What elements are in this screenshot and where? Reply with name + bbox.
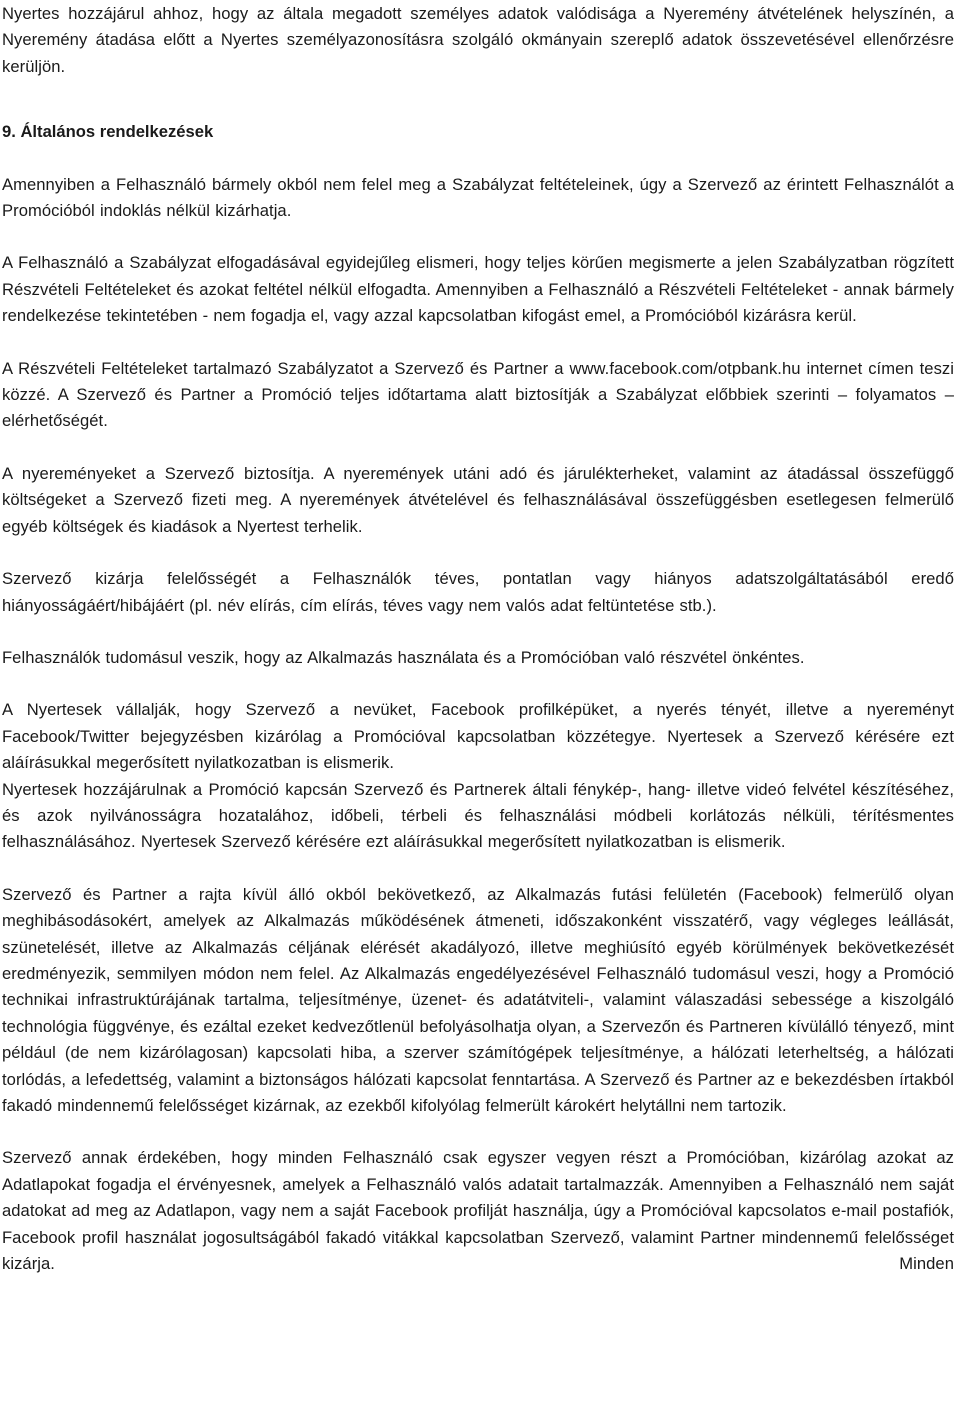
paragraph-exclusion: Amennyiben a Felhasználó bármely okból nem felel meg a Szabályzat feltételeinek, úgy a Szervező az érintett Felhasználót a Promócióból indoklás nélkül kizárhatja.: [2, 174, 954, 221]
paragraph-publication: A Részvételi Feltételeket tartalmazó Szabályzatot a Szervező és Partner a www.facebook.com/otpbank.hu internet címen teszi közzé. A Szervező és Partner a Promóció teljes időtartama alatt biztosítják a Szabályzat előbbiek szerinti – folyamatos – elérhetőségét.: [2, 358, 954, 431]
paragraph-technical-liability: Szervező és Partner a rajta kívül álló okból bekövetkező, az Alkalmazás futási felületén (Facebook) felmerülő olyan meghibásodásokért, amelyek az Alkalmazás működésének átmeneti, időszakonként visszatérő, vagy végleges leállását, szünetelését, illetve az Alkalmazás céljának elérését akadályozó, illetve meghiúsító egyéb körülmények bekövetkezését eredményezik, semmilyen módon nem felel. Az Alkalmazás engedélyezésével Felhasználó tudomásul veszi, hogy a Promóció technikai infrastruktúrájának tartalma, teljesítménye, üzenet- és adatátviteli-, valamint válaszadási sebessége a kiszolgáló technológia függvénye, és ezáltal ezeket kedvezőtlenül befolyásolhatja olyan, a Szervezőn és Partneren kívülálló tényező, mint például (de nem kizárólagosan) kapcsolati hiba, a szerver számítógépek teljesítménye, a hálózati leterheltség, a hálózati torlódás, a lefedettség, valamint a biztonságos hálózati kapcsolat fenntartása. A Szervező és Partner az e bekezdésben írtakból fakadó mindennemű felelősséget kizárnak, az ezekből kifolyólag felmerült károkért helytállni nem tartozik.: [2, 884, 954, 1115]
paragraph-identity-check: Nyertes hozzájárul ahhoz, hogy az általa megadott személyes adatok valódisága a Nyeremény átvételének helyszínén, a Nyeremény átadása előtt a Nyertes személyazonosításra szolgáló okmányain szereplő adatok összevetésével ellenőrzésre kerüljön.: [2, 4, 954, 76]
spacer: [2, 330, 954, 356]
spacer: [2, 146, 954, 172]
spacer: [2, 856, 954, 882]
spacer: [2, 540, 954, 566]
paragraph-voluntary: Felhasználók tudomásul veszik, hogy az Alkalmazás használata és a Promócióban való részvétel önkéntes.: [2, 647, 805, 667]
paragraph-liability-data: Szervező kizárja felelősségét a Felhasználók téves, pontatlan vagy hiányos adatszolgáltatásából eredő hiányosságáért/hibájáért (pl. név elírás, cím elírás, téves vagy nem valós adat feltüntetése stb.).: [2, 569, 954, 615]
spacer: [2, 671, 954, 697]
paragraph-winners-publicity: A Nyertesek vállalják, hogy Szervező a nevüket, Facebook profilképüket, a nyerés tényét, illetve a nyereményt Facebook/Twitter bejegyzésben kizárólag a Promócióval kapcsolatban közzétegye. Nyertesek a Szervező kérésére ezt aláírásukkal megerősített nyilatkozatban is elismerik.: [2, 700, 954, 773]
paragraph-single-participation: Szervező annak érdekében, hogy minden Felhasználó csak egyszer vegyen részt a Promócióban, kizárólag azokat az Adatlapokat fogadja el érvényesnek, amelyek a Felhasználó valós adatait tartalmazzák. Amennyiben a Felhasználó nem saját adatokat ad meg az Adatlapon, vagy nem a saját Facebook profilját használja, úgy a Promócióval kapcsolatos e-mail postafiók, Facebook profil használat jogosultságából fakadó vitákkal kapcsolatban Szervező, valamint Partner mindennemű felelősséget kizárja. Minden: [2, 1148, 954, 1274]
paragraph-acceptance: A Felhasználó a Szabályzat elfogadásával egyidejűleg elismeri, hogy teljes körűen megismerte a jelen Szabályzatban rögzített Részvételi Feltételeket és azokat feltétel nélkül elfogadta. Amennyiben a Felhasználó a Részvételi Feltételeket - annak bármely rendelkezése tekintetében - nem fogadja el, vagy azzal kapcsolatban kifogást emel, a Promócióból kizárásra kerül.: [2, 253, 954, 326]
spacer: [2, 224, 954, 250]
paragraph-prizes: A nyereményeket a Szervező biztosítja. A nyeremények utáni adó és járulékterheket, valamint az átadással összefüggő költségeket a Szervező fizeti meg. A nyeremények átvételével és felhasználásával összefüggésben esetlegesen felmerülő egyéb költségek és kiadások a Nyertest terhelik.: [2, 463, 954, 536]
spacer: [2, 1119, 954, 1145]
spacer: [2, 80, 954, 106]
section-heading: 9. Általános rendelkezések: [2, 122, 214, 142]
spacer: [2, 435, 954, 461]
paragraph-winners-media: Nyertesek hozzájárulnak a Promóció kapcsán Szervező és Partnerek általi fénykép-, hang- illetve videó felvétel készítéséhez, és azok nyilvánosságra hozatalához, időbeli, térbeli és felhasználási módbeli korlátozás nélküli, térítésmentes felhasználásához. Nyertesek Szervező kérésére ezt aláírásukkal megerősített nyilatkozatban is elismerik.: [2, 779, 954, 852]
spacer: [2, 619, 954, 645]
